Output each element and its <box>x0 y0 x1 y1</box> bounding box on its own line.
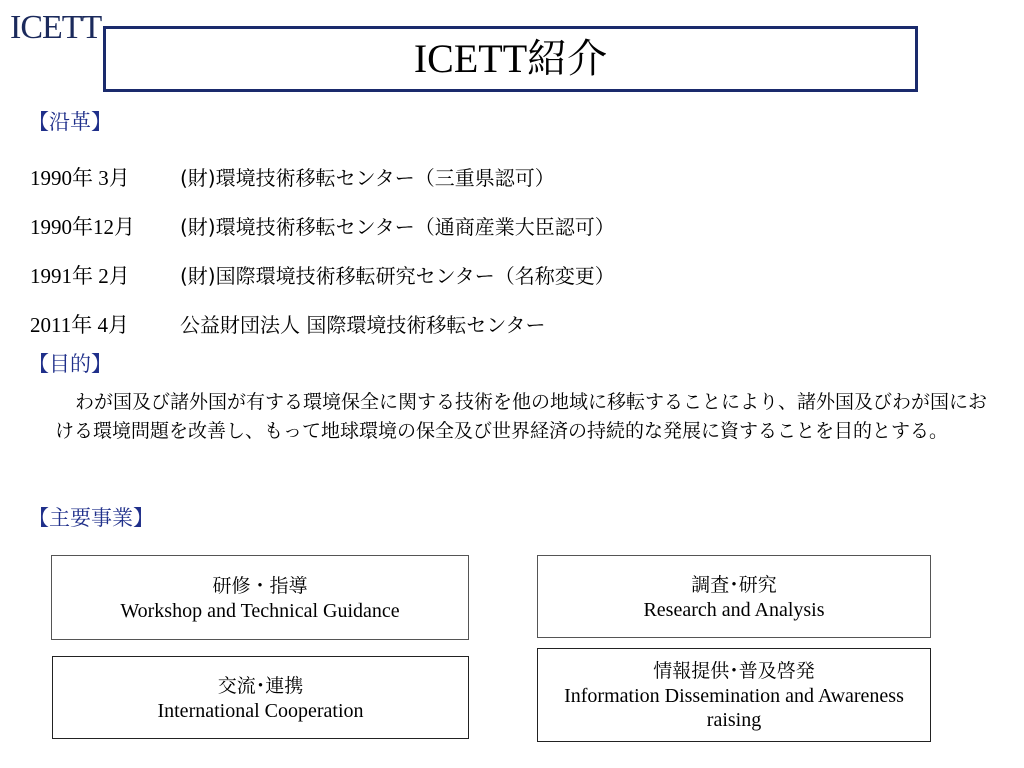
business-box-en-label: International Cooperation <box>157 699 364 722</box>
history-item <box>30 299 615 348</box>
business-box-research <box>537 555 931 638</box>
business-box-jp-label: 交流･連携 <box>217 674 304 697</box>
history-text: 公益財団法人 国際環境技術移転センター <box>180 313 546 337</box>
business-box-en-label: Research and Analysis <box>643 598 825 621</box>
business-box-information <box>537 648 931 742</box>
business-box-en-label: Information Dissemination and Awareness raising <box>564 685 904 731</box>
business-box-workshop <box>51 555 469 640</box>
history-list <box>30 152 615 348</box>
business-box-jp-label: 調査･研究 <box>691 573 777 596</box>
business-box-jp-label: 研修・指導 <box>212 574 308 597</box>
business-box-jp-label: 情報提供･普及啓発 <box>653 660 815 682</box>
business-box-en-label: Workshop and Technical Guidance <box>120 599 400 622</box>
history-date: 1990年 3月 <box>30 165 130 190</box>
history-date: 2011年 4月 <box>30 312 129 337</box>
history-heading: 【沿革】 <box>28 110 112 134</box>
purpose-text: わが国及び諸外国が有する環境保全に関する技術を他の地域に移転することにより、諸外国及びわが国における環境問題を改善し、もって地球環境の保全及び世界経済の持続的な発展に資することを目的とする。 <box>55 391 988 442</box>
purpose-heading: 【目的】 <box>28 352 112 376</box>
history-text: (財)環境技術移転センター（三重県認可） <box>180 166 555 190</box>
page-title: ICETT紹介 <box>413 36 608 81</box>
history-item <box>30 201 615 250</box>
history-date: 1990年12月 <box>30 214 135 239</box>
business-heading: 【主要事業】 <box>28 506 154 530</box>
history-date: 1991年 2月 <box>30 263 130 288</box>
history-item <box>30 250 615 299</box>
icett-logo: ICETT <box>10 9 102 46</box>
history-item <box>30 152 615 201</box>
history-text: (財)国際環境技術移転研究センター（名称変更） <box>180 264 615 288</box>
title-box <box>103 26 918 92</box>
business-box-cooperation <box>52 656 469 739</box>
history-text: (財)環境技術移転センター（通商産業大臣認可） <box>180 215 615 239</box>
